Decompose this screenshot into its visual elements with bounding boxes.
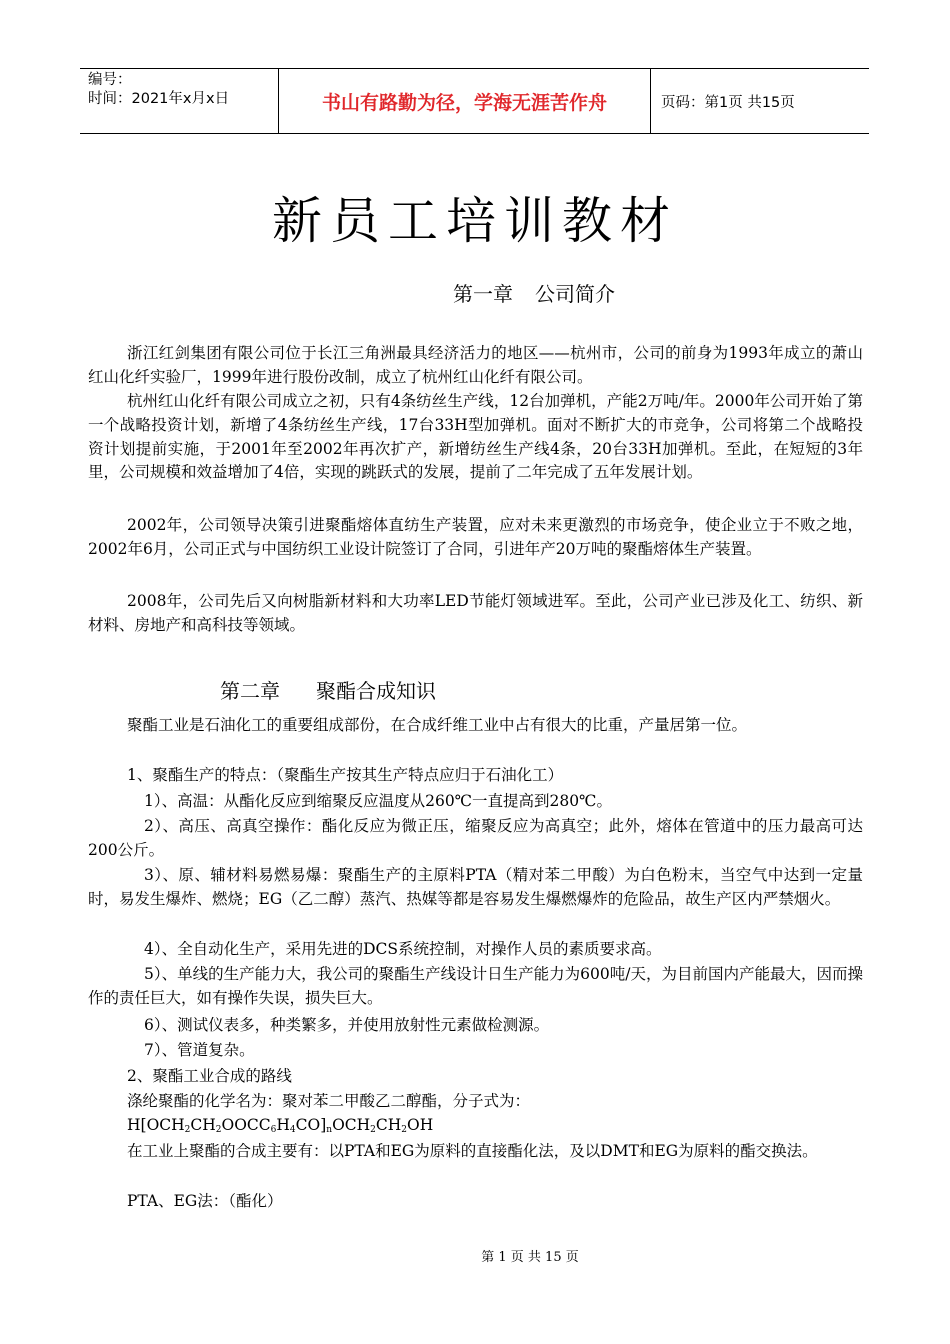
chapter1-name: 公司简介 [535, 282, 615, 306]
chapter2-number: 第二章 [220, 679, 280, 703]
ch1-paragraph-1: 浙江红剑集团有限公司位于长江三角洲最具经济活力的地区——杭州市，公司的前身为1993年成立的萧山红山化纤实验厂，1999年进行股份改制，成立了杭州红山化纤有限公司。 [88, 344, 863, 386]
page-info-text: 页码：第1页 共15页 [661, 94, 795, 111]
motto-cell [279, 69, 651, 133]
item-7: 7）、管道复杂。 [144, 1041, 255, 1059]
section2-title: 2、聚酯工业合成的路线 [127, 1067, 292, 1085]
item-1: 1）、高温：从酯化反应到缩聚反应温度从260℃一直提高到280℃。 [144, 792, 612, 810]
page-footer [0, 1246, 950, 1265]
item-3: 3）、原、辅材料易燃易爆：聚酯生产的主原料PTA（精对苯二甲酸）为白色粉末，当空气中达到一定量时，易发生爆炸、燃烧；EG（乙二醇）蒸汽、热媒等都是容易发生爆燃爆炸的危险品，故生产区内严禁烟火。 [88, 866, 863, 908]
molecular-formula: $H[OCH_2CH_2OOCC_6H_4CO]_nOCH_2CH_2OH$ [127, 1116, 434, 1135]
ch1-paragraph-4: 2008年，公司先后又向树脂新材料和大功率LED节能灯领域进军。至此，公司产业已涉及化工、纺织、新材料、房地产和高科技等领域。 [88, 592, 863, 634]
document-title: 新员工培训教材 [272, 192, 678, 250]
item-4: 4）、全自动化生产，采用先进的DCS系统控制，对操作人员的素质要求高。 [144, 940, 662, 958]
section1-title: 1、聚酯生产的特点：（聚酯生产按其生产特点应归于石油化工） [127, 766, 564, 784]
header-meta-cell [80, 69, 279, 133]
chapter2-name: 聚酯合成知识 [316, 679, 436, 703]
chapter1-heading [453, 279, 615, 309]
ch1-paragraph-2: 杭州红山化纤有限公司成立之初，只有4条纺丝生产线，12台加弹机，产能2万吨/年。2000年公司开始了第一个战略投资计划，新增了4条纺丝生产线，17台33H型加弹机。面对不断扩大的市竞争，公司将第二个战略投资计划提前实施，于2001年至2002年再次扩产，新增纺丝生产线4条，20台33H加弹机。至此，在短短的3年里，公司规模和效益增加了4倍，实现的跳跃式的发展，提前了二年完成了五年发展计划。 [88, 392, 863, 482]
motto-text: 书山有路勤为径，学海无涯苦作舟 [321, 91, 607, 114]
item-2: 2）、高压、高真空操作：酯化反应为微正压，缩聚反应为高真空；此外，熔体在管道中的压力最高可达200公斤。 [88, 817, 863, 859]
page-info-cell [651, 69, 869, 133]
chapter1-number: 第一章 [453, 282, 513, 306]
chapter2-heading [220, 676, 436, 706]
footer-page-number: 第 1 页 共 15 页 [481, 1250, 579, 1265]
chemical-name: 涤纶聚酯的化学名为：聚对苯二甲酸乙二醇酯，分子式为： [127, 1092, 531, 1110]
ch1-paragraph-3: 2002年，公司领导决策引进聚酯熔体直纺生产装置，应对未来更激烈的市场竞争，使企业立于不败之地，2002年6月，公司正式与中国纺织工业设计院签订了合同，引进年产20万吨的聚酯熔体生产装置。 [88, 516, 863, 558]
header-table [80, 68, 869, 134]
item-6: 6）、测试仪表多，种类繁多，并使用放射性元素做检测源。 [144, 1016, 550, 1034]
number-label: 编号： [88, 72, 132, 88]
synthesis-methods: 在工业上聚酯的合成主要有：以PTA和EG为原料的直接酯化法，及以DMT和EG为原料的酯交换法。 [127, 1142, 818, 1160]
time-label: 时间：2021年x月x日 [88, 91, 230, 107]
pta-eg-method: PTA、EG法：（酯化） [127, 1192, 283, 1210]
item-5: 5）、单线的生产能力大，我公司的聚酯生产线设计日生产能力为600吨/天，为目前国内产能最大，因而操作的责任巨大，如有操作失误，损失巨大。 [88, 965, 863, 1007]
ch2-intro: 聚酯工业是石油化工的重要组成部份，在合成纤维工业中占有很大的比重，产量居第一位。 [127, 716, 748, 734]
